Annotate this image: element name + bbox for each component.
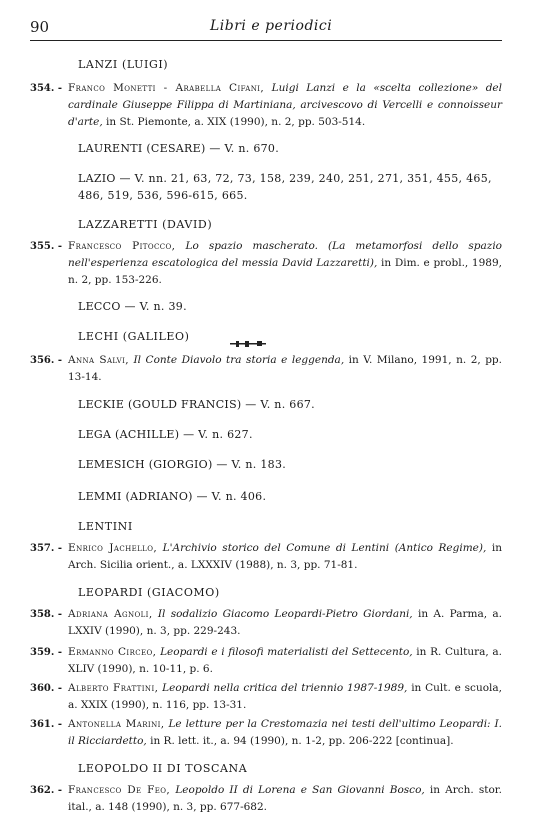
heading-lentini: LENTINI — [78, 520, 133, 533]
entry-authors: Enrico Jachello, — [68, 542, 158, 554]
entry-362 — [30, 782, 502, 816]
entry-355 — [30, 238, 502, 289]
entry-number: 362. - — [30, 785, 62, 796]
entry-number: 358. - — [30, 609, 62, 620]
entry-360 — [30, 680, 502, 714]
xref-laurenti: LAURENTI (CESARE) — V. n. 670. — [78, 142, 280, 155]
entry-title: Leopardi nella critica del triennio 1987-1989, — [162, 682, 408, 694]
xref-lemesich: LEMESICH (GIORGIO) — V. n. 183. — [78, 458, 287, 471]
xref-lega: LEGA (ACHILLE) — V. n. 627. — [78, 428, 253, 441]
entry-356 — [30, 352, 502, 386]
entry-title: Il sodalizio Giacomo Leopardi-Pietro Giordani, — [157, 608, 413, 620]
heading-lazzaretti: LAZZARETTI (DAVID) — [78, 218, 213, 231]
entry-title: Luigi Lanzi e la «scelta collezione» del cardinale Giuseppe Filippa di Martiniana, arcivescovo di Vercelli e connoisseur d'arte, — [68, 82, 503, 128]
entry-authors: Anna Salvi, — [68, 354, 130, 366]
entry-title: L'Archivio storico del Comune di Lentini (Antico Regime), — [162, 542, 487, 554]
entry-number: 361. - — [30, 719, 62, 730]
entry-authors: Antonella Marini, — [68, 718, 165, 730]
entry-publication: in R. Cultura, a. XLIV (1990), n. 10-11, p. 6. — [68, 646, 502, 675]
entry-authors: Francesco Pitocco, — [68, 240, 176, 252]
heading-lechi: LECHI (GALILEO) — [78, 330, 190, 343]
entry-authors: Ermanno Circeo, — [68, 646, 157, 658]
entry-publication: in Cult. e scuola, a. XXIX (1990), n. 116, pp. 13-31. — [68, 682, 502, 711]
xref-leckie: LECKIE (GOULD FRANCIS) — V. n. 667. — [78, 398, 315, 411]
entry-358 — [30, 606, 502, 640]
entry-publication: in Arch. stor. ital., a. 148 (1990), n. 3, pp. 677-682. — [68, 784, 502, 813]
xref-lazio: LAZIO — V. nn. 21, 63, 72, 73, 158, 239, 240, 251, 271, 351, 455, 465, 486, 519, 536, 596-615, 665. — [78, 172, 492, 202]
entry-title: Leopardi e i filosofi materialisti del Settecento, — [160, 646, 413, 658]
entry-number: 354. - — [30, 83, 62, 94]
entry-number: 355. - — [30, 241, 62, 252]
entry-number: 356. - — [30, 355, 62, 366]
heading-leopoldo: LEOPOLDO II DI TOSCANA — [78, 762, 248, 775]
xref-lecco: LECCO — V. n. 39. — [78, 300, 187, 313]
entry-number: 357. - — [30, 543, 62, 554]
entry-publication: in A. Parma, a. LXXIV (1990), n. 3, pp. 229-243. — [68, 608, 503, 637]
entry-359 — [30, 644, 502, 678]
entry-title: Le letture per la Crestomazia nei testi dell'ultimo Leopardi: I. il Ricciardetto, — [68, 718, 502, 747]
entry-authors: Francesco De Feo, — [68, 784, 171, 796]
entry-publication: in R. lett. it., a. 94 (1990), n. 1-2, pp. 206-222 [continua]. — [150, 735, 454, 747]
entry-number: 359. - — [30, 647, 62, 658]
entry-357 — [30, 540, 502, 574]
entry-publication: in Dim. e probl., 1989, n. 2, pp. 153-226. — [68, 257, 502, 286]
entry-publication: in Arch. Sicilia orient., a. LXXXIV (1988), n. 3, pp. 71-81. — [68, 542, 503, 571]
running-header — [30, 18, 502, 41]
entry-publication: in St. Piemonte, a. XIX (1990), n. 2, pp. 503-514. — [106, 116, 366, 128]
entry-title: Leopoldo II di Lorena e San Giovanni Bosco, — [175, 784, 425, 796]
heading-leopardi: LEOPARDI (GIACOMO) — [78, 586, 220, 599]
entry-title: Lo spazio mascherato. (La metamorfosi dello spazio nell'esperienza escatologica del messia David Lazzaretti), — [68, 240, 502, 269]
entry-title: Il Conte Diavolo tra storia e leggenda, — [133, 354, 345, 366]
xref-lemmi: LEMMI (ADRIANO) — V. n. 406. — [78, 490, 267, 503]
entry-authors: Adriana Agnoli, — [68, 608, 153, 620]
entry-publication: in V. Milano, 1991, n. 2, pp. 13-14. — [68, 354, 502, 383]
entry-354 — [30, 80, 502, 131]
page-number: 90 — [30, 18, 50, 36]
entry-361 — [30, 716, 502, 750]
entry-number: 360. - — [30, 683, 62, 694]
entry-authors: Alberto Frattini, — [68, 682, 159, 694]
ink-mark-icon — [230, 341, 266, 347]
heading-lanzi: LANZI (LUIGI) — [78, 58, 169, 71]
entry-authors: Franco Monetti - Arabella Cifani, — [68, 82, 265, 94]
running-title: Libri e periodici — [210, 18, 333, 34]
